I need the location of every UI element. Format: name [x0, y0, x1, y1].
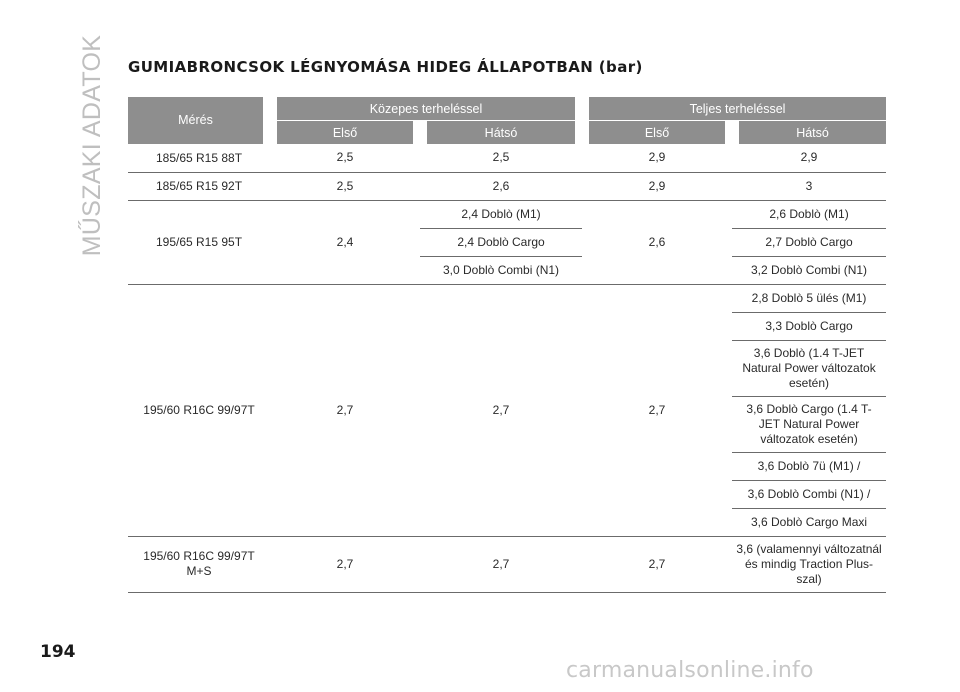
section-side-title: [78, 34, 108, 256]
cell-full-rear: 3,6 Doblò Cargo (1.4 T-JET Natural Power változatok esetén): [732, 396, 886, 452]
cell-full-rear: 2,9: [732, 144, 886, 172]
cell-medium-front: 2,4: [270, 200, 420, 284]
cell-size: 195/65 R15 95T: [128, 200, 270, 284]
cell-medium-front: 2,7: [270, 284, 420, 536]
tire-pressure-table: [128, 97, 886, 593]
header-row-1: [128, 97, 886, 121]
cell-full-rear: 2,6 Doblò (M1): [732, 200, 886, 228]
table-row: [128, 200, 886, 228]
header-rear-full: Hátsó: [732, 121, 886, 145]
cell-medium-front: 2,7: [270, 536, 420, 592]
page-number: 194: [40, 642, 76, 662]
cell-full-front: 2,7: [582, 284, 732, 536]
header-rear-medium: Hátsó: [420, 121, 582, 145]
section-side-title-text: MŰSZAKI ADATOK: [78, 34, 107, 256]
cell-full-rear: 3: [732, 172, 886, 200]
cell-medium-rear: 2,4 Doblò Cargo: [420, 228, 582, 256]
cell-medium-rear: 2,6: [420, 172, 582, 200]
table-row: [128, 536, 886, 592]
header-front-medium: Első: [270, 121, 420, 145]
cell-full-front: 2,6: [582, 200, 732, 284]
cell-medium-rear: 3,0 Doblò Combi (N1): [420, 256, 582, 284]
cell-full-front: 2,9: [582, 144, 732, 172]
table-row: [128, 284, 886, 312]
header-medium-load: Közepes terheléssel: [270, 97, 582, 121]
table-row: [128, 172, 886, 200]
cell-full-rear: 3,6 Doblò Cargo Maxi: [732, 508, 886, 536]
cell-full-rear: 2,7 Doblò Cargo: [732, 228, 886, 256]
cell-full-rear: 3,2 Doblò Combi (N1): [732, 256, 886, 284]
cell-medium-rear: 2,5: [420, 144, 582, 172]
cell-size: 195/60 R16C 99/97T M+S: [128, 536, 270, 592]
cell-full-rear: 3,6 Doblò (1.4 T-JET Natural Power változatok esetén): [732, 340, 886, 396]
table-row: [128, 144, 886, 172]
cell-full-rear: 3,6 (valamennyi változatnál és mindig Traction Plus-szal): [732, 536, 886, 592]
cell-full-front: 2,7: [582, 536, 732, 592]
cell-medium-front: 2,5: [270, 144, 420, 172]
cell-size: 195/60 R16C 99/97T: [128, 284, 270, 536]
header-full-load: Teljes terheléssel: [582, 97, 886, 121]
cell-full-rear: 2,8 Doblò 5 ülés (M1): [732, 284, 886, 312]
cell-medium-rear: 2,7: [420, 536, 582, 592]
cell-medium-rear: 2,7: [420, 284, 582, 536]
header-front-full: Első: [582, 121, 732, 145]
page-title: GUMIABRONCSOK LÉGNYOMÁSA HIDEG ÁLLAPOTBAN (bar): [128, 58, 643, 76]
cell-size: 185/65 R15 92T: [128, 172, 270, 200]
cell-full-rear: 3,3 Doblò Cargo: [732, 312, 886, 340]
cell-medium-rear: 2,4 Doblò (M1): [420, 200, 582, 228]
cell-full-rear: 3,6 Doblò 7ü (M1) /: [732, 452, 886, 480]
watermark-text: carmanualsonline.info: [566, 658, 814, 683]
cell-full-rear: 3,6 Doblò Combi (N1) /: [732, 480, 886, 508]
cell-medium-front: 2,5: [270, 172, 420, 200]
header-measure: Mérés: [128, 97, 270, 144]
cell-full-front: 2,9: [582, 172, 732, 200]
cell-size: 185/65 R15 88T: [128, 144, 270, 172]
